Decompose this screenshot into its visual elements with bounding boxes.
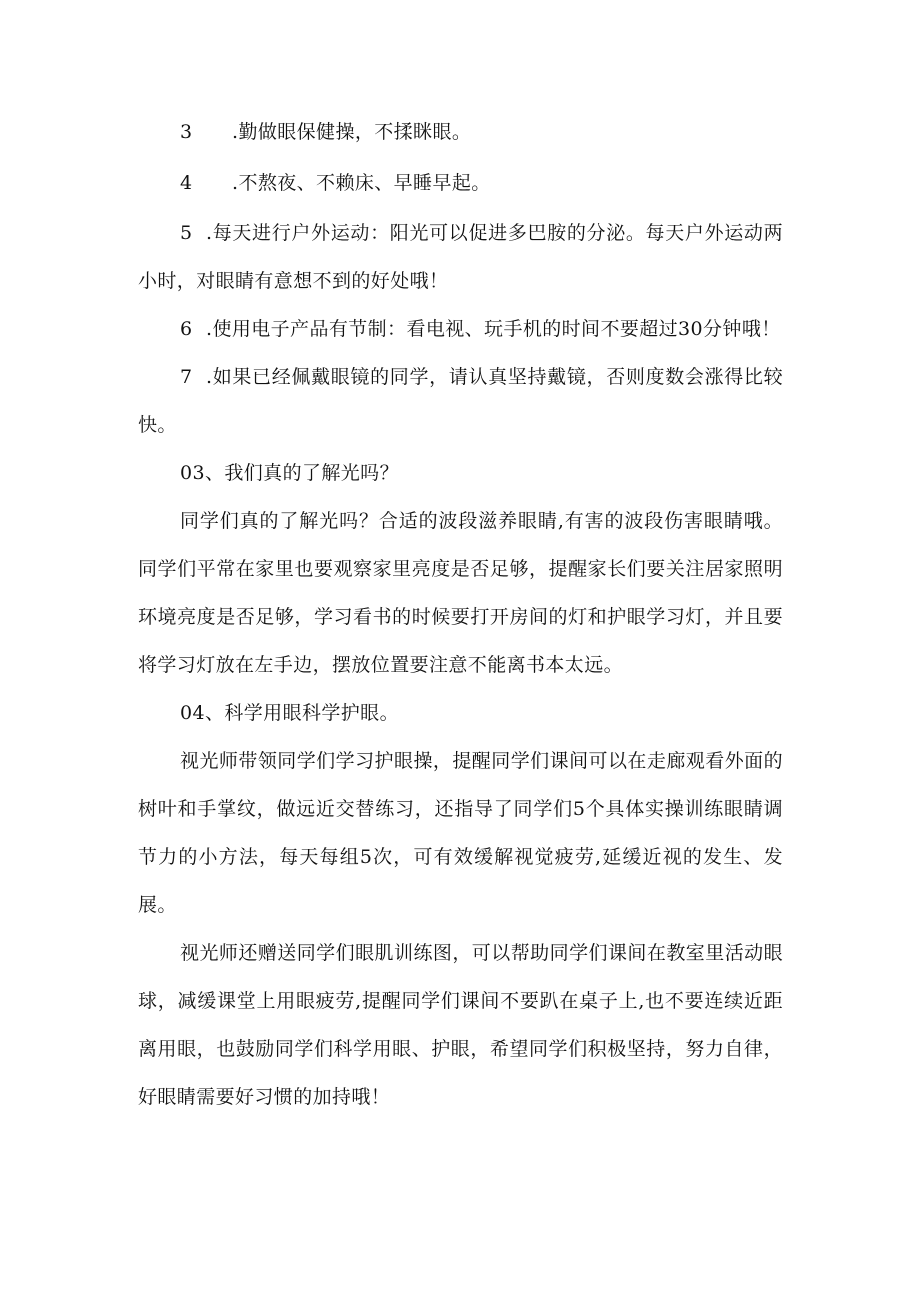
section-04-body-1: 视光师带领同学们学习护眼操，提醒同学们课间可以在走廊观看外面的树叶和手掌纹，做远近交替练习，还指导了同学们5个具体实操训练眼睛调节力的小方法，每天每组5次，可有效缓解视觉疲劳,延缓近视的发生、发展。 <box>138 750 783 916</box>
list-item-number: 7 <box>180 366 193 388</box>
list-item-text: .勤做眼保健操，不揉眯眼。 <box>232 121 472 143</box>
list-item-3 <box>138 108 783 156</box>
section-04-heading: 04、科学用眼科学护眼。 <box>180 702 399 724</box>
list-item-number: 3 <box>180 121 193 143</box>
list-item-5 <box>138 209 783 305</box>
list-item-7 <box>138 353 783 449</box>
section-03-heading: 03、我们真的了解光吗？ <box>180 462 399 484</box>
list-item-text: .使用电子产品有节制：看电视、玩手机的时间不要超过30分钟哦！ <box>206 318 781 340</box>
list-item-text: .每天进行户外运动：阳光可以促进多巴胺的分泌。每天户外运动两小时，对眼睛有意想不到的好处哦！ <box>138 222 783 292</box>
section-03-body: 同学们真的了解光吗？合适的波段滋养眼睛,有害的波段伤害眼睛哦。同学们平常在家里也要观察家里亮度是否足够，提醒家长们要关注居家照明环境亮度是否足够，学习看书的时候要打开房间的灯和护眼学习灯，并且要将学习灯放在左手边，摆放位置要注意不能离书本太远。 <box>138 510 783 676</box>
section-04-body-2: 视光师还赠送同学们眼肌训练图，可以帮助同学们课间在教室里活动眼球，减缓课堂上用眼疲劳,提醒同学们课间不要趴在桌子上,也不要连续近距离用眼，也鼓励同学们科学用眼、护眼，希望同学们积极坚持，努力自律，好眼睛需要好习惯的加持哦！ <box>138 942 783 1108</box>
list-item-number: 4 <box>180 172 193 194</box>
list-item-text: .如果已经佩戴眼镜的同学，请认真坚持戴镜，否则度数会涨得比较快。 <box>138 366 783 436</box>
list-item-4 <box>138 159 783 207</box>
list-item-number: 5 <box>180 222 193 244</box>
list-item-text: .不熬夜、不赖床、早睡早起。 <box>232 172 491 194</box>
list-item-6 <box>138 305 783 353</box>
document-page <box>138 108 783 1121</box>
list-item-number: 6 <box>180 318 193 340</box>
